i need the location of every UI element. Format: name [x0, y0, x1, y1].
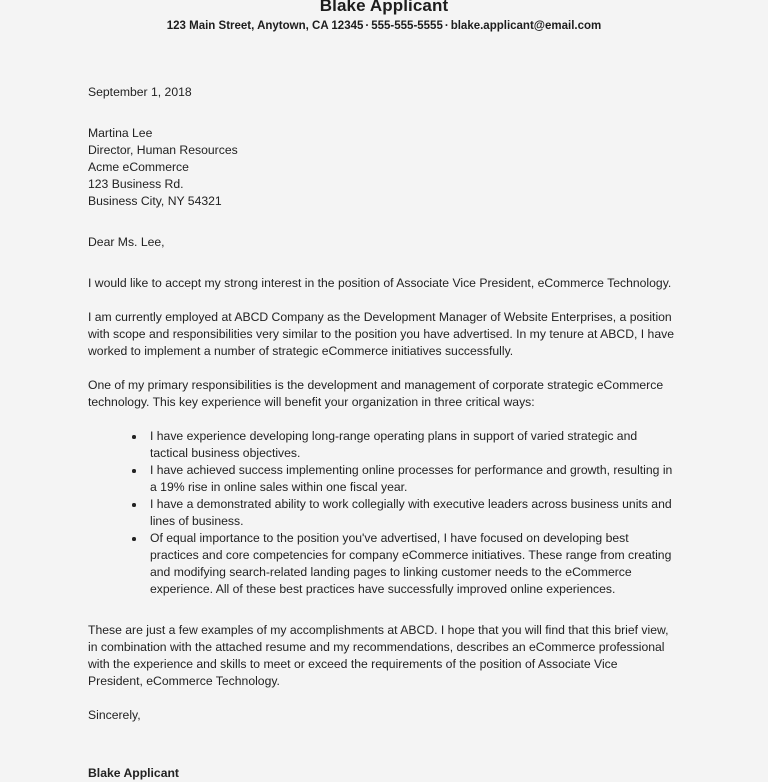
- list-item: I have achieved success implementing online processes for performance and growth, resulting in a 19% rise in online sales within one fiscal year.: [132, 462, 674, 496]
- recipient-address-block: [88, 125, 674, 210]
- contact-email: blake.applicant@email.com: [450, 20, 602, 32]
- contact-separator-1: ·: [365, 20, 370, 32]
- list-item: I have a demonstrated ability to work collegially with executive leaders across business units and lines of business.: [132, 496, 674, 530]
- recipient-name: Martina Lee: [88, 126, 153, 140]
- accomplishments-list: [88, 428, 674, 598]
- contact-separator-2: ·: [444, 20, 449, 32]
- list-item: I have experience developing long-range operating plans in support of varied strategic and tactical business objectives.: [132, 428, 674, 462]
- contact-line: [0, 18, 768, 34]
- paragraph-responsibilities: One of my primary responsibilities is the development and management of corporate strategic eCommerce technology. This key experience will benefit your organization in three critical ways:: [88, 378, 664, 409]
- paragraph-intro: I would like to accept my strong interest in the position of Associate Vice President, eCommerce Technology.: [88, 276, 672, 290]
- recipient-city-state-zip: Business City, NY 54321: [88, 194, 222, 208]
- paragraph-closing-summary: These are just a few examples of my accomplishments at ABCD. I hope that you will find that this brief view, in combination with the attached resume and my recommendations, describes an eCommerce professional with the experience and skills to meet or exceed the requirements of the position of Associate Vice President, eCommerce Technology.: [88, 623, 669, 688]
- applicant-name-heading: Blake Applicant: [319, 0, 449, 15]
- contact-address: 123 Main Street, Anytown, CA 12345: [166, 20, 364, 32]
- recipient-company: Acme eCommerce: [88, 160, 189, 174]
- recipient-title: Director, Human Resources: [88, 143, 238, 157]
- list-item: Of equal importance to the position you've advertised, I have focused on developing best practices and core competencies for company eCommerce initiatives. These range from creating and modifying search-related landing pages to linking customer needs to the eCommerce experience. All of these best practices have successfully improved online experiences.: [132, 530, 674, 598]
- letter-body: [88, 84, 674, 782]
- closing-salutation: Sincerely,: [88, 708, 141, 722]
- recipient-street: 123 Business Rd.: [88, 177, 184, 191]
- letter-date: September 1, 2018: [88, 85, 192, 99]
- contact-phone: 555-555-5555: [371, 20, 443, 32]
- paragraph-current-role: I am currently employed at ABCD Company as the Development Manager of Website Enterprises, a position with scope and responsibilities very similar to the position you have advertised. In my tenure at ABCD, I have worked to implement a number of strategic eCommerce initiatives successfully.: [88, 310, 674, 358]
- letterhead: [0, 0, 768, 34]
- salutation: Dear Ms. Lee,: [88, 235, 165, 249]
- signature-name: Blake Applicant: [88, 766, 179, 780]
